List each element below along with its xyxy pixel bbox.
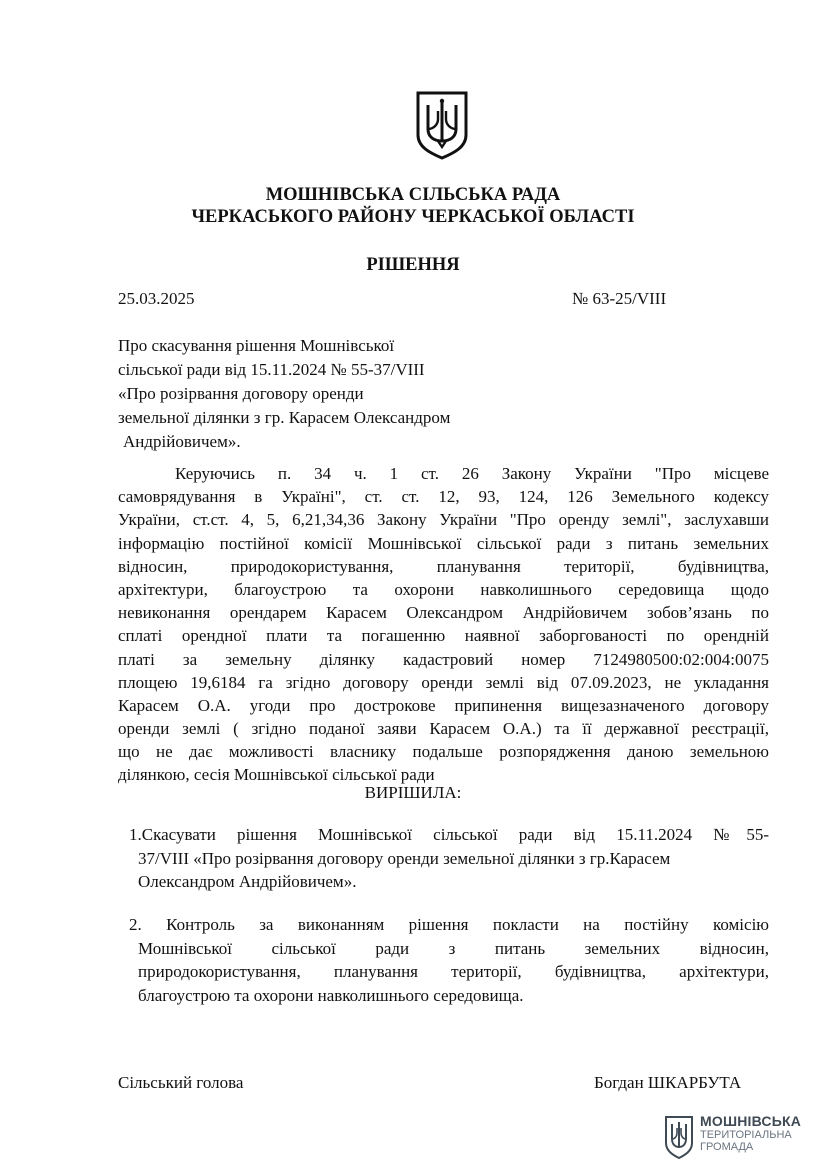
- signatory-name: Богдан ШКАРБУТА: [594, 1073, 742, 1092]
- community-logo: [664, 1113, 814, 1165]
- preamble-line: інформацію постійної комісії Мошнівської сільської ради з питань земельних: [118, 533, 769, 553]
- decision-line: 2. Контроль за виконанням рішення покласти на постійну комісію: [129, 915, 769, 934]
- preamble-paragraph: [118, 462, 769, 787]
- title-line: сільської ради від 15.11.2024 № 55-37/VIII: [118, 360, 425, 379]
- decision-line: 37/VIII «Про розірвання договору оренди земельної ділянки з гр.Карасем: [138, 848, 671, 868]
- preamble-line: самоврядування в Україні", ст. ст. 12, 93, 124, 126 Земельного кодексу: [118, 487, 769, 507]
- logo-text: [700, 1113, 801, 1153]
- decision-line: благоустрою та охорони навколишнього середовища.: [138, 985, 524, 1005]
- decision-line: Мошнівської сільської ради з питань земельних відносин,: [138, 938, 769, 958]
- council-name: МОШНІВСЬКА СІЛЬСЬКА РАДА: [265, 185, 561, 205]
- preamble-line: відносин, природокористування, планування території, будівництва,: [118, 556, 769, 576]
- signatory-position: Сільський голова: [118, 1073, 244, 1092]
- preamble-line: архітектури, благоустрою та охорони навколишнього середовища щодо: [118, 579, 769, 599]
- preamble-line: України, ст.ст. 4, 5, 6,21,34,36 Закону України "Про оренду землі", заслухавши: [118, 510, 769, 530]
- logo-subtitle-1: ТЕРИТОРІАЛЬНА: [700, 1129, 792, 1141]
- logo-title: МОШНІВСЬКА: [700, 1113, 802, 1129]
- trident-logo-icon: [664, 1115, 694, 1161]
- decision-date: 25.03.2025: [118, 289, 195, 308]
- preamble-line: платі за земельну ділянку кадастровий номер 7124980500:02:004:0075: [118, 649, 769, 669]
- decision-item-2: [129, 913, 769, 1007]
- preamble-line: Карасем О.А. угоди про дострокове припинення вищезазначеного договору: [118, 695, 769, 715]
- preamble-line: ділянкою, сесія Мошнівської сільської ради: [118, 765, 435, 785]
- document-type-heading: РІШЕННЯ: [366, 255, 460, 275]
- decision-item-1: [129, 823, 769, 894]
- decision-number: № 63-25/VIII: [572, 289, 667, 308]
- logo-subtitle-2: ГРОМАДА: [700, 1141, 754, 1153]
- preamble-line: Керуючись п. 34 ч. 1 ст. 26 Закону України "Про місцеве: [175, 464, 769, 483]
- preamble-line: сплаті орендної плати та погашенню наявної заборгованості по орендній: [118, 626, 769, 646]
- resolved-heading: ВИРІШИЛА:: [364, 783, 462, 802]
- title-line: земельної ділянки з гр. Карасем Олександром: [118, 408, 451, 427]
- decision-line: природокористування, планування території, будівництва, архітектури,: [138, 962, 769, 981]
- preamble-line: оренди землі ( згідно поданої заяви Карасем О.А.) та її державної реєстрації,: [118, 719, 769, 739]
- council-district: ЧЕРКАСЬКОГО РАЙОНУ ЧЕРКАСЬКОЇ ОБЛАСТІ: [191, 207, 635, 227]
- title-line: Про скасування рішення Мошнівської: [118, 336, 395, 355]
- decision-line: Олександром Андрійовичем».: [138, 872, 357, 891]
- decision-line: 1.Скасувати рішення Мошнівської сільської ради від 15.11.2024 №55-: [129, 825, 769, 844]
- decision-title: [118, 334, 538, 454]
- title-line: Андрійовичем».: [123, 432, 241, 451]
- preamble-line: площею 19,6184 га згідно договору оренди землі від 07.09.2023, не укладання: [118, 672, 769, 692]
- preamble-line: що не дає можливості власнику подальше розпорядження даною земельною: [118, 742, 769, 762]
- coat-of-arms-icon: [414, 89, 470, 161]
- title-line: «Про розірвання договору оренди: [118, 384, 364, 403]
- preamble-line: невиконання орендарем Карасем Олександром Андрійовичем зобов’язань по: [118, 603, 769, 623]
